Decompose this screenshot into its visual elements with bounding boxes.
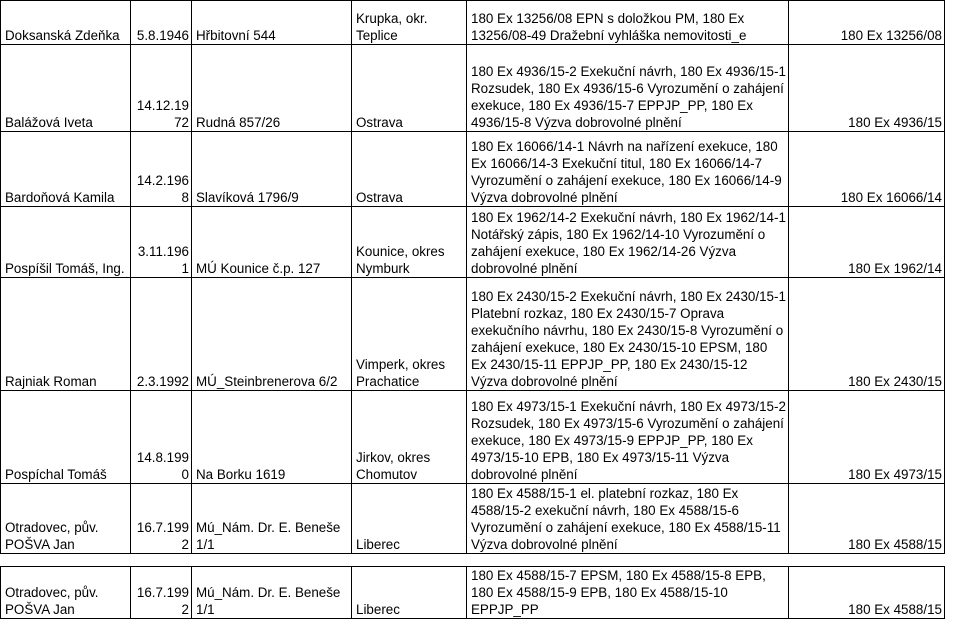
acts-cell: 180 Ex 2430/15-2 Exekuční návrh, 180 Ex 2430/15-1 Platební rozkaz, 180 Ex 2430/15-7 Oprava exekučního návrhu, 180 Ex 2430/15-8 Vyrozumění o zahájení exekuce, 180 Ex 2430/15-10 EPSM, 180 Ex 2430/15-11 EPPJP_PP, 180 Ex 2430/15-12 Výzva dobrovolné plnění xyxy=(467,278,789,391)
birthdate-cell: 2.3.1992 xyxy=(131,278,192,391)
table-row xyxy=(1,1,945,45)
birthdate-cell: 5.8.1946 xyxy=(131,1,192,45)
birthdate-cell: 16.7.1992 xyxy=(131,567,192,619)
case-code-cell: 180 Ex 4973/15 xyxy=(789,391,945,484)
name-cell: Pospíchal Tomáš xyxy=(1,391,131,484)
case-code-cell: 180 Ex 16066/14 xyxy=(789,132,945,207)
case-code-cell: 180 Ex 4588/15 xyxy=(789,484,945,554)
city-cell: Liberec xyxy=(352,484,467,554)
city-cell: Liberec xyxy=(352,567,467,619)
name-cell: Doksanská Zdeňka xyxy=(1,1,131,45)
acts-cell: 180 Ex 1962/14-2 Exekuční návrh, 180 Ex 1962/14-1 Notářský zápis, 180 Ex 1962/14-10 Vyrozumění o zahájení exekuce, 180 Ex 1962/14-26 Výzva dobrovolné plnění xyxy=(467,207,789,278)
case-code-cell: 180 Ex 2430/15 xyxy=(789,278,945,391)
table-row xyxy=(1,278,945,391)
city-cell: Krupka, okr. Teplice xyxy=(352,1,467,45)
name-cell: Pospíšil Tomáš, Ing. xyxy=(1,207,131,278)
table-row xyxy=(1,132,945,207)
birthdate-cell: 16.7.1992 xyxy=(131,484,192,554)
table-row xyxy=(1,484,945,554)
acts-cell: 180 Ex 4588/15-1 el. platební rozkaz, 180 Ex 4588/15-2 exekuční návrh, 180 Ex 4588/15-6 Vyrozumění o zahájení exekuce, 180 Ex 4588/15-11 Výzva dobrovolné plnění xyxy=(467,484,789,554)
case-code-cell: 180 Ex 13256/08 xyxy=(789,1,945,45)
acts-cell: 180 Ex 4973/15-1 Exekuční návrh, 180 Ex 4973/15-2 Rozsudek, 180 Ex 4973/15-6 Vyrozumění o zahájení exekuce, 180 Ex 4973/15-9 EPPJP_PP, 180 Ex 4973/15-10 EPB, 180 Ex 4973/15-11 Výzva dobrovolné plnění xyxy=(467,391,789,484)
acts-cell: 180 Ex 16066/14-1 Návrh na nařízení exekuce, 180 Ex 16066/14-3 Exekuční titul, 180 Ex 16066/14-7 Vyrozumění o zahájení exekuce, 180 Ex 16066/14-9 Výzva dobrovolné plnění xyxy=(467,132,789,207)
case-code-cell: 180 Ex 4936/15 xyxy=(789,45,945,132)
city-cell: Jirkov, okres Chomutov xyxy=(352,391,467,484)
address-cell: MÚ_Steinbrenerova 6/2 xyxy=(192,278,352,391)
city-cell: Vimperk, okres Prachatice xyxy=(352,278,467,391)
table-row xyxy=(1,207,945,278)
case-code-cell: 180 Ex 4588/15 xyxy=(789,567,945,619)
name-cell: Balážová Iveta xyxy=(1,45,131,132)
acts-cell: 180 Ex 4936/15-2 Exekuční návrh, 180 Ex 4936/15-1 Rozsudek, 180 Ex 4936/15-6 Vyrozumění o zahájení exekuce, 180 Ex 4936/15-7 EPPJP_PP, 180 Ex 4936/15-8 Výzva dobrovolné plnění xyxy=(467,45,789,132)
city-cell: Kounice, okres Nymburk xyxy=(352,207,467,278)
case-code-cell: 180 Ex 1962/14 xyxy=(789,207,945,278)
table-row xyxy=(1,391,945,484)
name-cell: Otradovec, pův. POŠVA Jan xyxy=(1,567,131,619)
birthdate-cell: 14.8.1990 xyxy=(131,391,192,484)
address-cell: Mú_Nám. Dr. E. Beneše 1/1 xyxy=(192,567,352,619)
name-cell: Rajniak Roman xyxy=(1,278,131,391)
table-row xyxy=(1,567,945,619)
address-cell: Mú_Nám. Dr. E. Beneše 1/1 xyxy=(192,484,352,554)
address-cell: Rudná 857/26 xyxy=(192,45,352,132)
table-row xyxy=(1,45,945,132)
acts-cell: 180 Ex 4588/15-7 EPSM, 180 Ex 4588/15-8 EPB, 180 Ex 4588/15-9 EPB, 180 Ex 4588/15-10 EPPJP_PP xyxy=(467,567,789,619)
birthdate-cell: 14.2.1968 xyxy=(131,132,192,207)
address-cell: Hřbitovní 544 xyxy=(192,1,352,45)
address-cell: Na Borku 1619 xyxy=(192,391,352,484)
city-cell: Ostrava xyxy=(352,45,467,132)
debtor-table-continuation xyxy=(0,566,945,619)
acts-cell: 180 Ex 13256/08 EPN s doložkou PM, 180 Ex 13256/08-49 Dražební vyhláška nemovitosti_e xyxy=(467,1,789,45)
address-cell: Slavíková 1796/9 xyxy=(192,132,352,207)
city-cell: Ostrava xyxy=(352,132,467,207)
birthdate-cell: 14.12.1972 xyxy=(131,45,192,132)
birthdate-cell: 3.11.1961 xyxy=(131,207,192,278)
name-cell: Otradovec, pův. POŠVA Jan xyxy=(1,484,131,554)
name-cell: Bardoňová Kamila xyxy=(1,132,131,207)
address-cell: MÚ Kounice č.p. 127 xyxy=(192,207,352,278)
